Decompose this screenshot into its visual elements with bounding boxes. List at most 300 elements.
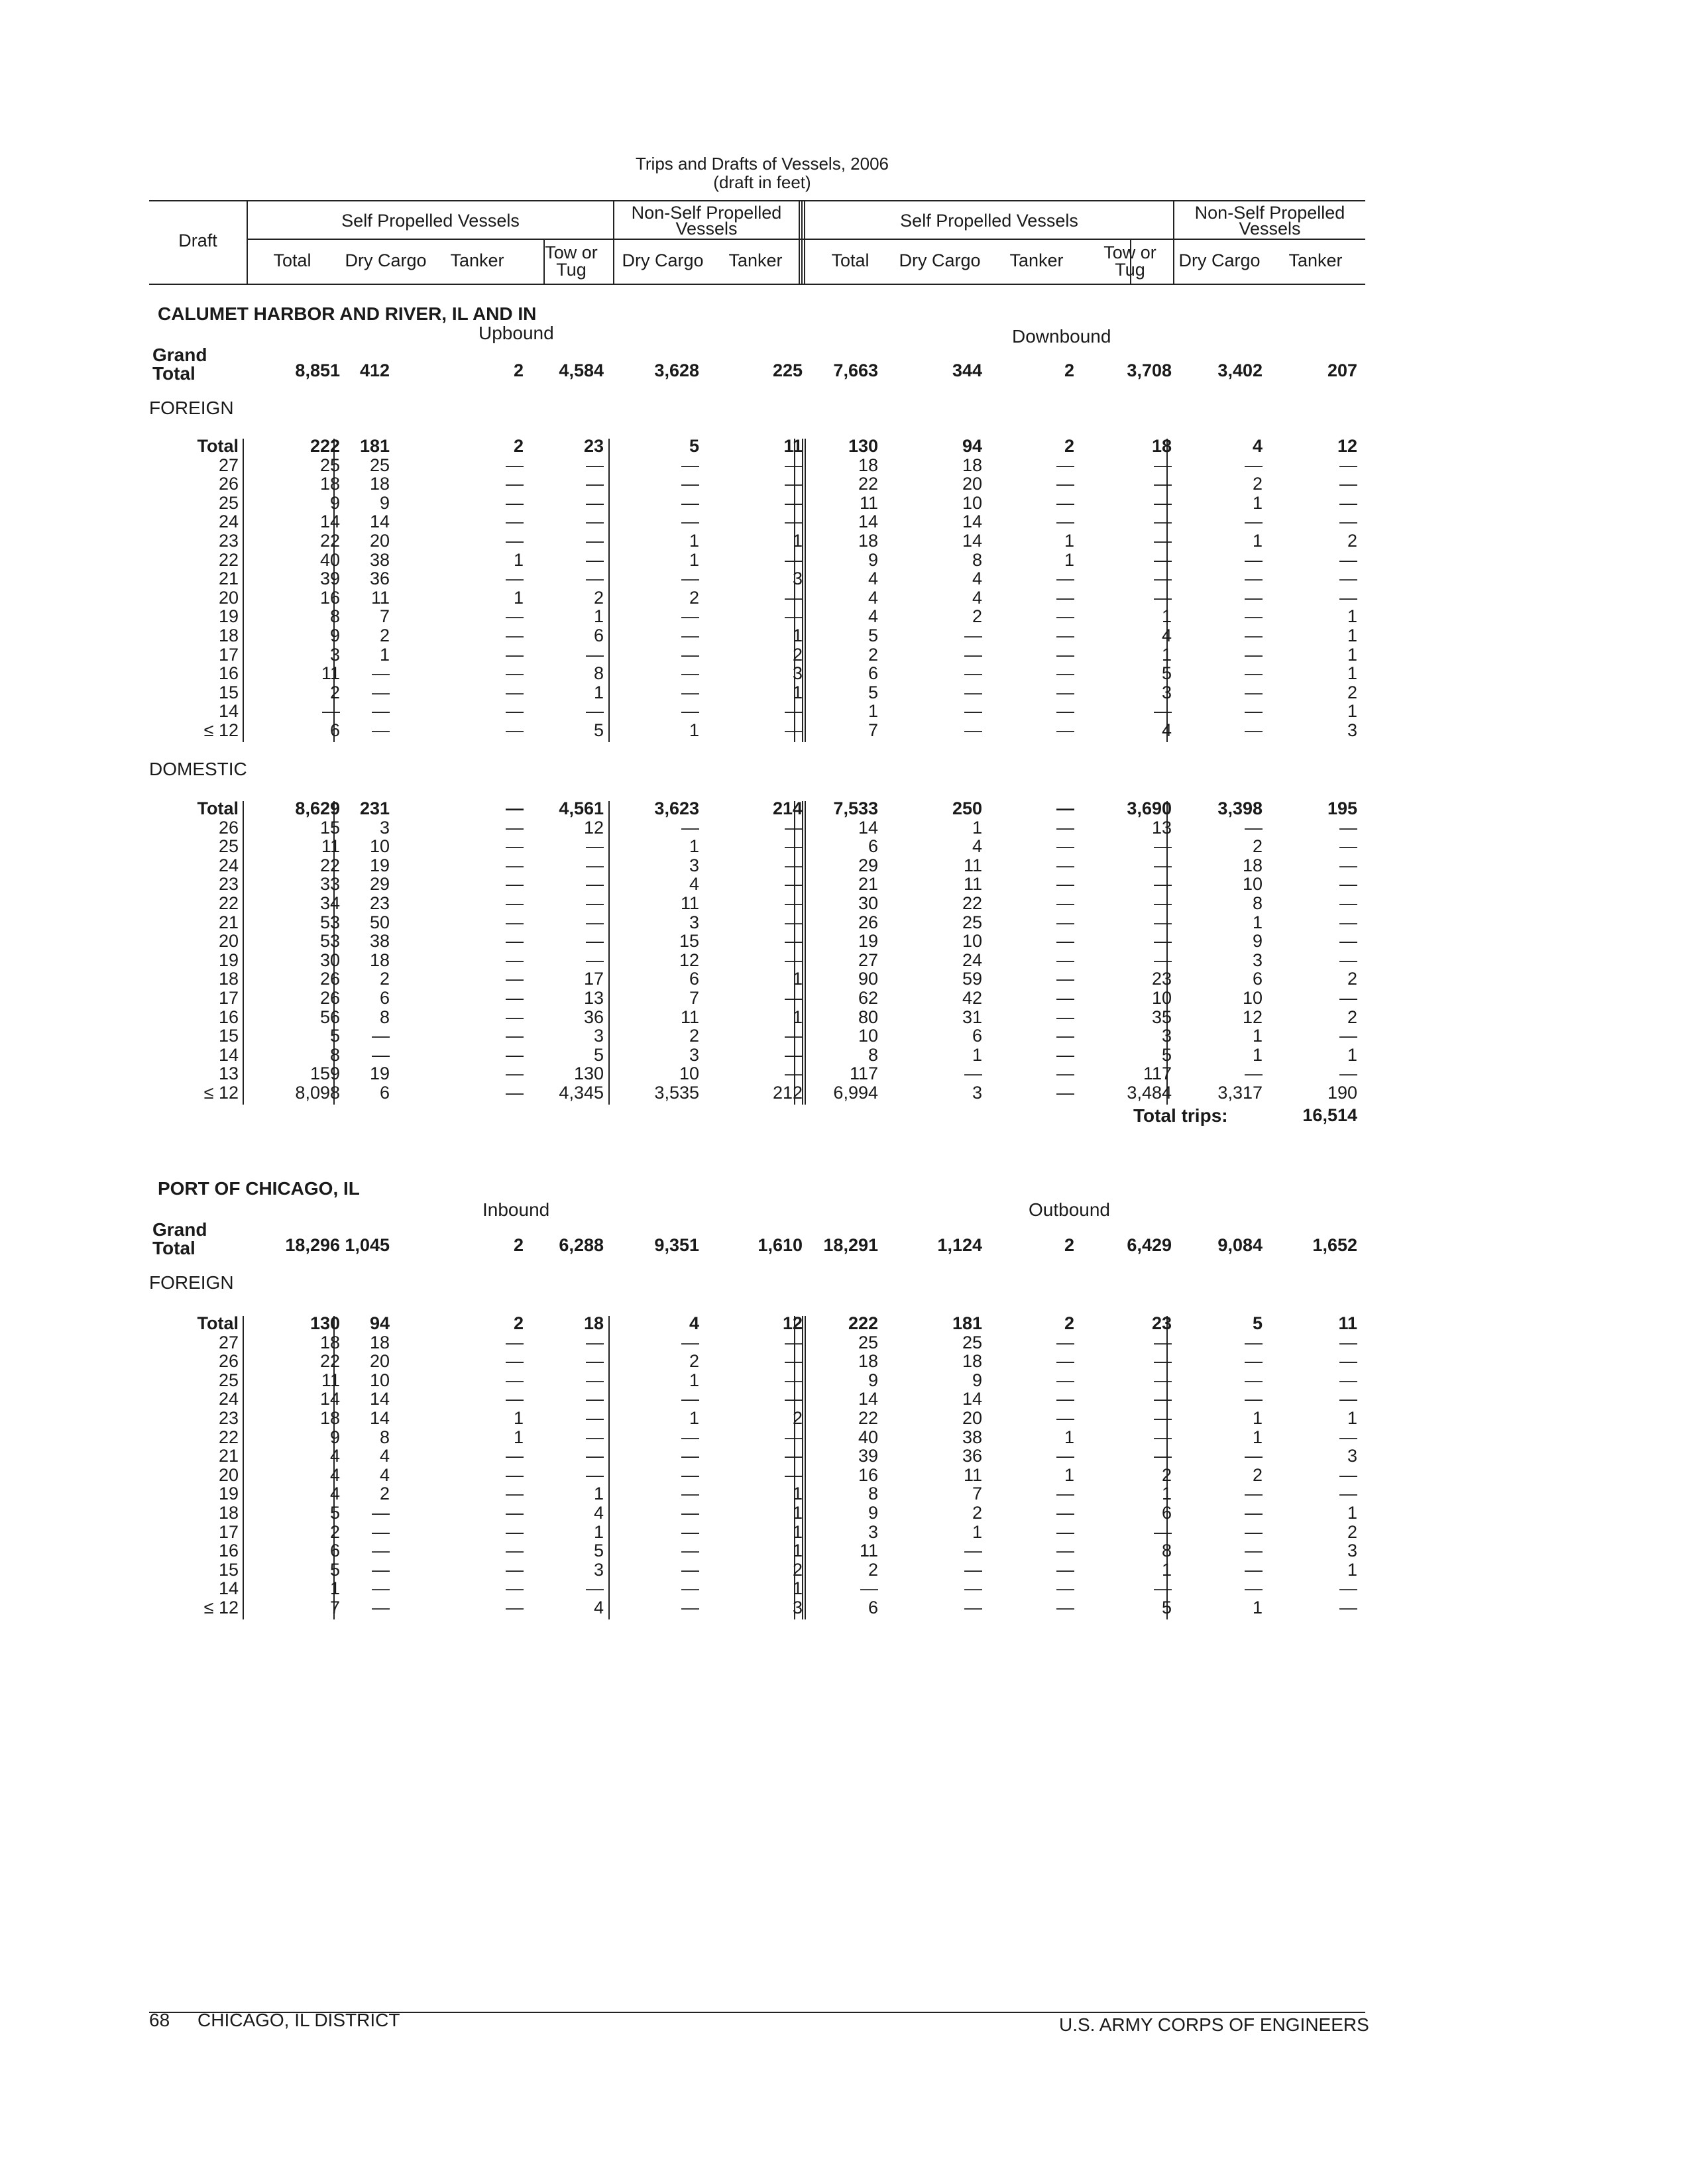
table-cell: — — [506, 455, 524, 475]
table-cell: 5 — [689, 436, 699, 456]
table-cell: 2 — [689, 1351, 699, 1372]
table-cell: 16 — [858, 1464, 878, 1485]
header-non-self-propelled-right: Non-Self Propelled — [1194, 203, 1345, 223]
table-cell: 33 — [319, 874, 340, 895]
table-cell: — — [1154, 1521, 1172, 1542]
table-cell: — — [586, 1446, 604, 1466]
table-cell: 1 — [1161, 1484, 1172, 1504]
direction-left: Inbound — [482, 1199, 550, 1220]
grand-total-label: Total — [152, 1238, 196, 1258]
table-cell: 4 — [972, 836, 982, 857]
table-cell: — — [1056, 1578, 1074, 1599]
row-draft-label: 25 — [218, 1370, 239, 1390]
table-cell: — — [785, 512, 803, 532]
table-cell: — — [964, 1541, 982, 1561]
table-cell: 10 — [1242, 988, 1263, 1008]
table-cell: 22 — [962, 893, 982, 913]
table-cell: 16 — [319, 587, 340, 608]
table-cell: 18 — [858, 531, 878, 551]
table-cell: 159 — [309, 1064, 340, 1084]
table-cell: — — [1245, 1332, 1263, 1352]
table-cell: — — [1339, 817, 1357, 838]
table-cell: — — [1056, 988, 1074, 1008]
table-cell: — — [1056, 569, 1074, 589]
table-cell: — — [1154, 549, 1172, 570]
table-cell: 7 — [689, 988, 699, 1008]
table-cell: — — [586, 1351, 604, 1372]
table-cell: — — [1245, 1446, 1263, 1466]
table-cell: — — [1245, 1064, 1263, 1084]
table-cell: 4 — [379, 1464, 390, 1485]
table-cell: — — [1056, 720, 1074, 740]
table-cell: — — [1056, 893, 1074, 913]
table-cell: — — [785, 1332, 803, 1352]
direction-right: Outbound — [1029, 1199, 1110, 1220]
table-cell: 2 — [868, 644, 878, 665]
table-cell: — — [372, 682, 390, 702]
table-cell: 3 — [329, 644, 340, 665]
table-cell: 3 — [689, 1044, 699, 1065]
table-cell: — — [1056, 587, 1074, 608]
table-cell: 2 — [593, 587, 604, 608]
table-cell: — — [785, 874, 803, 895]
table-cell: — — [785, 701, 803, 722]
table-cell: — — [785, 474, 803, 494]
table-cell: — — [1154, 492, 1172, 513]
table-cell: — — [586, 836, 604, 857]
table-cell: 30 — [319, 950, 340, 970]
table-cell: 3 — [689, 912, 699, 932]
table-cell: 8 — [1252, 893, 1263, 913]
table-cell: — — [1339, 836, 1357, 857]
row-draft-label: 19 — [218, 950, 239, 970]
grand-total-label: Grand — [152, 1219, 207, 1240]
table-cell: — — [506, 626, 524, 645]
table-cell: 1 — [1252, 531, 1263, 551]
table-cell: — — [1056, 817, 1074, 838]
table-cell: 2 — [1252, 1464, 1263, 1485]
table-cell: 22 — [858, 1408, 878, 1428]
table-cell: 11 — [680, 1007, 699, 1027]
table-cell: — — [785, 855, 803, 875]
table-cell: — — [1056, 1064, 1074, 1084]
table-cell: 11 — [783, 436, 803, 456]
grand-total-label: Grand — [152, 345, 207, 365]
table-cell: — — [506, 1370, 524, 1390]
table-cell: 250 — [952, 798, 982, 818]
table-cell: 1 — [1252, 912, 1263, 932]
table-cell: — — [1339, 1064, 1357, 1084]
table-cell: 25 — [962, 912, 982, 932]
grand-total-value: 2 — [1064, 1235, 1074, 1255]
table-cell: 8 — [593, 663, 604, 684]
row-draft-label: 20 — [218, 1464, 239, 1485]
table-cell: — — [964, 1559, 982, 1580]
row-draft-label: 25 — [218, 492, 239, 513]
table-cell: 53 — [319, 912, 340, 932]
table-cell: 3 — [593, 1559, 604, 1580]
table-cell: — — [1339, 512, 1357, 532]
table-cell: — — [1056, 1541, 1074, 1561]
table-cell: 22 — [319, 531, 340, 551]
table-cell: 13 — [1151, 817, 1172, 838]
table-cell: 1 — [1347, 1503, 1357, 1523]
table-cell: — — [1056, 626, 1074, 645]
table-cell: — — [964, 644, 982, 665]
total-trips-value: 16,514 — [1302, 1105, 1357, 1125]
table-cell: 1 — [972, 1044, 982, 1065]
header-col-6: Total — [831, 250, 870, 270]
header-draft: Draft — [178, 231, 217, 250]
table-cell: — — [681, 1464, 699, 1485]
table-cell: — — [681, 663, 699, 684]
table-cell: 1 — [1161, 1559, 1172, 1580]
row-draft-label: 18 — [218, 1503, 239, 1523]
table-cell: 11 — [370, 587, 390, 608]
table-cell: 1 — [1064, 1464, 1074, 1485]
table-cell: 6 — [868, 663, 878, 684]
table-cell: — — [586, 1464, 604, 1485]
table-cell: 18 — [962, 1351, 982, 1372]
table-cell: 1 — [792, 1007, 803, 1027]
table-cell: — — [1245, 817, 1263, 838]
table-cell: 2 — [513, 436, 524, 456]
header-non-self-propelled-left-2: Vessels — [675, 219, 738, 239]
table-cell: 130 — [309, 1313, 340, 1333]
table-cell: — — [1245, 512, 1263, 532]
table-cell: — — [1339, 1598, 1357, 1617]
grand-total-value: 7,663 — [833, 360, 878, 380]
row-draft-label: 21 — [218, 912, 239, 932]
row-draft-label: 19 — [218, 1484, 239, 1504]
row-draft-label: 15 — [218, 1559, 239, 1580]
table-cell: — — [586, 1578, 604, 1599]
table-cell: 23 — [1151, 1313, 1172, 1333]
table-cell: — — [1339, 1484, 1357, 1504]
table-cell: — — [1154, 587, 1172, 608]
table-cell: — — [681, 1427, 699, 1447]
table-cell: 1 — [792, 1578, 803, 1599]
table-cell: — — [681, 1521, 699, 1542]
table-cell: 8 — [329, 1044, 340, 1065]
table-cell: — — [1056, 644, 1074, 665]
table-cell: 15 — [679, 931, 699, 952]
table-cell: — — [1245, 587, 1263, 608]
table-cell: — — [681, 1598, 699, 1617]
table-cell: — — [1339, 874, 1357, 895]
table-cell: — — [506, 569, 524, 589]
table-cell: — — [1056, 663, 1074, 684]
table-cell: 36 — [369, 569, 390, 589]
table-cell: — — [372, 1026, 390, 1046]
table-cell: 19 — [369, 855, 390, 875]
grand-total-value: 1,652 — [1312, 1235, 1357, 1255]
table-cell: 18 — [962, 455, 982, 475]
row-draft-label: Total — [197, 436, 239, 456]
table-cell: 1 — [1161, 644, 1172, 665]
table-cell: — — [1154, 1578, 1172, 1599]
row-draft-label: 16 — [218, 663, 239, 684]
table-cell: — — [586, 931, 604, 952]
table-cell: 5 — [329, 1559, 340, 1580]
table-cell: 19 — [858, 931, 878, 952]
table-cell: 2 — [972, 606, 982, 627]
table-cell: 4 — [329, 1464, 340, 1485]
table-cell: 1 — [689, 531, 699, 551]
table-cell: — — [1056, 969, 1074, 989]
table-cell: 59 — [962, 969, 982, 989]
table-cell: 1 — [689, 549, 699, 570]
table-cell: — — [586, 1427, 604, 1447]
table-cell: 6 — [1161, 1503, 1172, 1523]
table-cell: 18 — [369, 474, 390, 494]
table-cell: 18 — [858, 1351, 878, 1372]
grand-total-value: 2 — [513, 1235, 524, 1255]
table-cell: — — [1339, 1370, 1357, 1390]
table-cell: 2 — [792, 1408, 803, 1428]
grand-total-value: 344 — [952, 360, 982, 380]
table-cell: 8 — [868, 1044, 878, 1065]
table-cell: 18 — [319, 1408, 340, 1428]
table-cell: 2 — [1064, 1313, 1074, 1333]
table-cell: 8 — [868, 1484, 878, 1504]
row-draft-label: 27 — [218, 1332, 239, 1352]
table-cell: — — [586, 644, 604, 665]
table-cell: 9 — [868, 1503, 878, 1523]
table-cell: — — [506, 1446, 524, 1466]
table-cell: 4 — [972, 569, 982, 589]
table-cell: — — [586, 1370, 604, 1390]
row-draft-label: 24 — [218, 855, 239, 875]
table-cell: — — [1339, 549, 1357, 570]
table-cell: 14 — [369, 512, 390, 532]
table-cell: — — [586, 874, 604, 895]
table-cell: 25 — [319, 455, 340, 475]
table-cell: 23 — [583, 436, 604, 456]
page-subtitle: (draft in feet) — [713, 172, 811, 192]
block-vline — [243, 801, 244, 1105]
table-cell: 90 — [858, 969, 878, 989]
row-draft-label: 21 — [218, 569, 239, 589]
table-cell: 39 — [858, 1446, 878, 1466]
table-cell: — — [1245, 1578, 1263, 1599]
table-cell: — — [785, 1370, 803, 1390]
row-draft-label: 21 — [218, 1446, 239, 1466]
table-cell: — — [1056, 874, 1074, 895]
table-cell: — — [964, 1578, 982, 1599]
table-cell: 3 — [1161, 682, 1172, 702]
header-col-3: Tow or — [545, 243, 598, 262]
header-col-8: Tanker — [1009, 250, 1064, 270]
table-cell: — — [1339, 1026, 1357, 1046]
grand-total-value: 2 — [513, 360, 524, 380]
table-cell: 1 — [329, 1578, 340, 1599]
table-cell: — — [681, 512, 699, 532]
table-cell: — — [1245, 701, 1263, 722]
table-cell: 14 — [858, 817, 878, 838]
table-cell: 1 — [972, 1521, 982, 1542]
table-cell: 10 — [962, 931, 982, 952]
table-cell: — — [681, 626, 699, 645]
table-cell: 29 — [369, 874, 390, 895]
table-cell: 20 — [369, 531, 390, 551]
table-cell: 8,629 — [295, 798, 340, 818]
table-cell: 20 — [962, 474, 982, 494]
table-cell: — — [1154, 836, 1172, 857]
table-cell: — — [1154, 1446, 1172, 1466]
table-cell: — — [506, 798, 524, 818]
block-vline — [243, 439, 244, 742]
header-col-7: Dry Cargo — [899, 250, 981, 270]
table-cell: 1 — [1347, 1408, 1357, 1428]
table-cell: 1 — [1252, 1598, 1263, 1617]
table-cell: — — [506, 1007, 524, 1027]
table-cell: 35 — [1151, 1007, 1172, 1027]
table-cell: 8 — [972, 549, 982, 570]
table-cell: 4,345 — [559, 1083, 604, 1103]
table-cell: — — [785, 912, 803, 932]
table-cell: 23 — [369, 893, 390, 913]
grand-total-value: 9,084 — [1217, 1235, 1263, 1255]
table-cell: 4 — [868, 587, 878, 608]
table-cell: — — [1245, 1559, 1263, 1580]
row-draft-label: ≤ 12 — [203, 1083, 239, 1103]
table-cell: 22 — [858, 474, 878, 494]
table-cell: 36 — [583, 1007, 604, 1027]
table-cell: — — [586, 569, 604, 589]
table-cell: 1 — [792, 682, 803, 702]
table-cell: — — [1339, 1427, 1357, 1447]
table-cell: — — [506, 492, 524, 513]
table-cell: — — [1056, 1559, 1074, 1580]
table-cell: 94 — [962, 436, 982, 456]
table-cell: — — [372, 1598, 390, 1617]
table-cell: — — [681, 1578, 699, 1599]
table-cell: 9 — [329, 626, 340, 645]
table-cell: 6 — [379, 1083, 390, 1103]
table-cell: 2 — [329, 1521, 340, 1542]
table-cell: 1 — [513, 587, 524, 608]
table-cell: — — [1245, 1541, 1263, 1561]
table-cell: — — [1154, 1332, 1172, 1352]
table-cell: 9 — [329, 1427, 340, 1447]
grand-total-value: 207 — [1327, 360, 1357, 380]
table-cell: — — [506, 1541, 524, 1561]
table-cell: — — [1056, 950, 1074, 970]
header-top-rule — [149, 200, 1365, 201]
footer-agency: U.S. ARMY CORPS OF ENGINEERS — [1059, 2014, 1369, 2035]
table-cell: — — [1339, 587, 1357, 608]
table-cell: 6 — [868, 836, 878, 857]
footer-page-number: 68 — [149, 2010, 170, 2030]
table-cell: 117 — [1143, 1064, 1172, 1084]
table-cell: 3 — [792, 663, 803, 684]
table-cell: 36 — [962, 1446, 982, 1466]
grand-total-value: 225 — [772, 360, 803, 380]
table-cell: — — [1339, 455, 1357, 475]
table-cell: 214 — [772, 798, 803, 818]
table-cell: — — [785, 1044, 803, 1065]
table-cell: — — [964, 682, 982, 702]
table-cell: 12 — [1337, 436, 1357, 456]
table-cell: — — [506, 663, 524, 684]
row-draft-label: 24 — [218, 512, 239, 532]
table-cell: 14 — [962, 531, 982, 551]
table-cell: 12 — [1242, 1007, 1263, 1027]
table-cell: 3,317 — [1217, 1083, 1263, 1103]
table-cell: — — [586, 1408, 604, 1428]
row-draft-label: ≤ 12 — [203, 1598, 239, 1617]
table-cell: — — [785, 893, 803, 913]
grand-total-value: 9,351 — [654, 1235, 699, 1255]
table-cell: — — [586, 455, 604, 475]
table-cell: 50 — [369, 912, 390, 932]
row-draft-label: 17 — [218, 1521, 239, 1542]
table-cell: 5 — [1252, 1313, 1263, 1333]
table-cell: — — [1245, 663, 1263, 684]
table-cell: — — [785, 455, 803, 475]
table-cell: — — [785, 1446, 803, 1466]
table-cell: 26 — [858, 912, 878, 932]
table-cell: 18 — [583, 1313, 604, 1333]
table-cell: — — [506, 988, 524, 1008]
table-cell: — — [1056, 931, 1074, 952]
block-label-foreign: FOREIGN — [149, 398, 234, 418]
header-non-self-propelled-right-2: Vessels — [1239, 219, 1301, 239]
row-draft-label: 22 — [218, 549, 239, 570]
table-cell: — — [1245, 549, 1263, 570]
table-cell: 1 — [513, 1408, 524, 1428]
table-cell: — — [506, 874, 524, 895]
table-cell: 3 — [1252, 950, 1263, 970]
table-cell: — — [1154, 1351, 1172, 1372]
table-cell: — — [586, 492, 604, 513]
table-cell: 62 — [858, 988, 878, 1008]
table-cell: — — [1056, 1044, 1074, 1065]
table-cell: — — [1245, 720, 1263, 740]
table-cell: — — [1339, 1464, 1357, 1485]
table-cell: 5 — [868, 682, 878, 702]
table-cell: — — [681, 1484, 699, 1504]
table-cell: 1 — [1064, 549, 1074, 570]
header-col-5: Tanker — [728, 250, 783, 270]
table-cell: — — [1245, 455, 1263, 475]
table-cell: — — [506, 512, 524, 532]
table-cell: — — [785, 1064, 803, 1084]
table-cell: — — [785, 720, 803, 740]
table-cell: — — [1245, 682, 1263, 702]
table-cell: 2 — [379, 969, 390, 989]
table-cell: 18 — [1151, 436, 1172, 456]
table-cell: — — [1056, 1026, 1074, 1046]
table-cell: 4 — [329, 1484, 340, 1504]
table-cell: 18 — [369, 950, 390, 970]
header-col-1: Dry Cargo — [345, 250, 427, 270]
grand-total-value: 1,124 — [937, 1235, 982, 1255]
table-cell: 4 — [593, 1598, 604, 1617]
table-cell: 4 — [1252, 436, 1263, 456]
table-cell: 25 — [858, 1332, 878, 1352]
table-cell: — — [506, 531, 524, 551]
table-cell: — — [506, 1389, 524, 1409]
table-cell: 231 — [359, 798, 390, 818]
table-cell: 21 — [858, 874, 878, 895]
table-cell: 11 — [321, 836, 340, 857]
header-vline — [801, 201, 803, 284]
table-cell: — — [1154, 512, 1172, 532]
table-cell: — — [506, 1598, 524, 1617]
table-cell: — — [586, 549, 604, 570]
